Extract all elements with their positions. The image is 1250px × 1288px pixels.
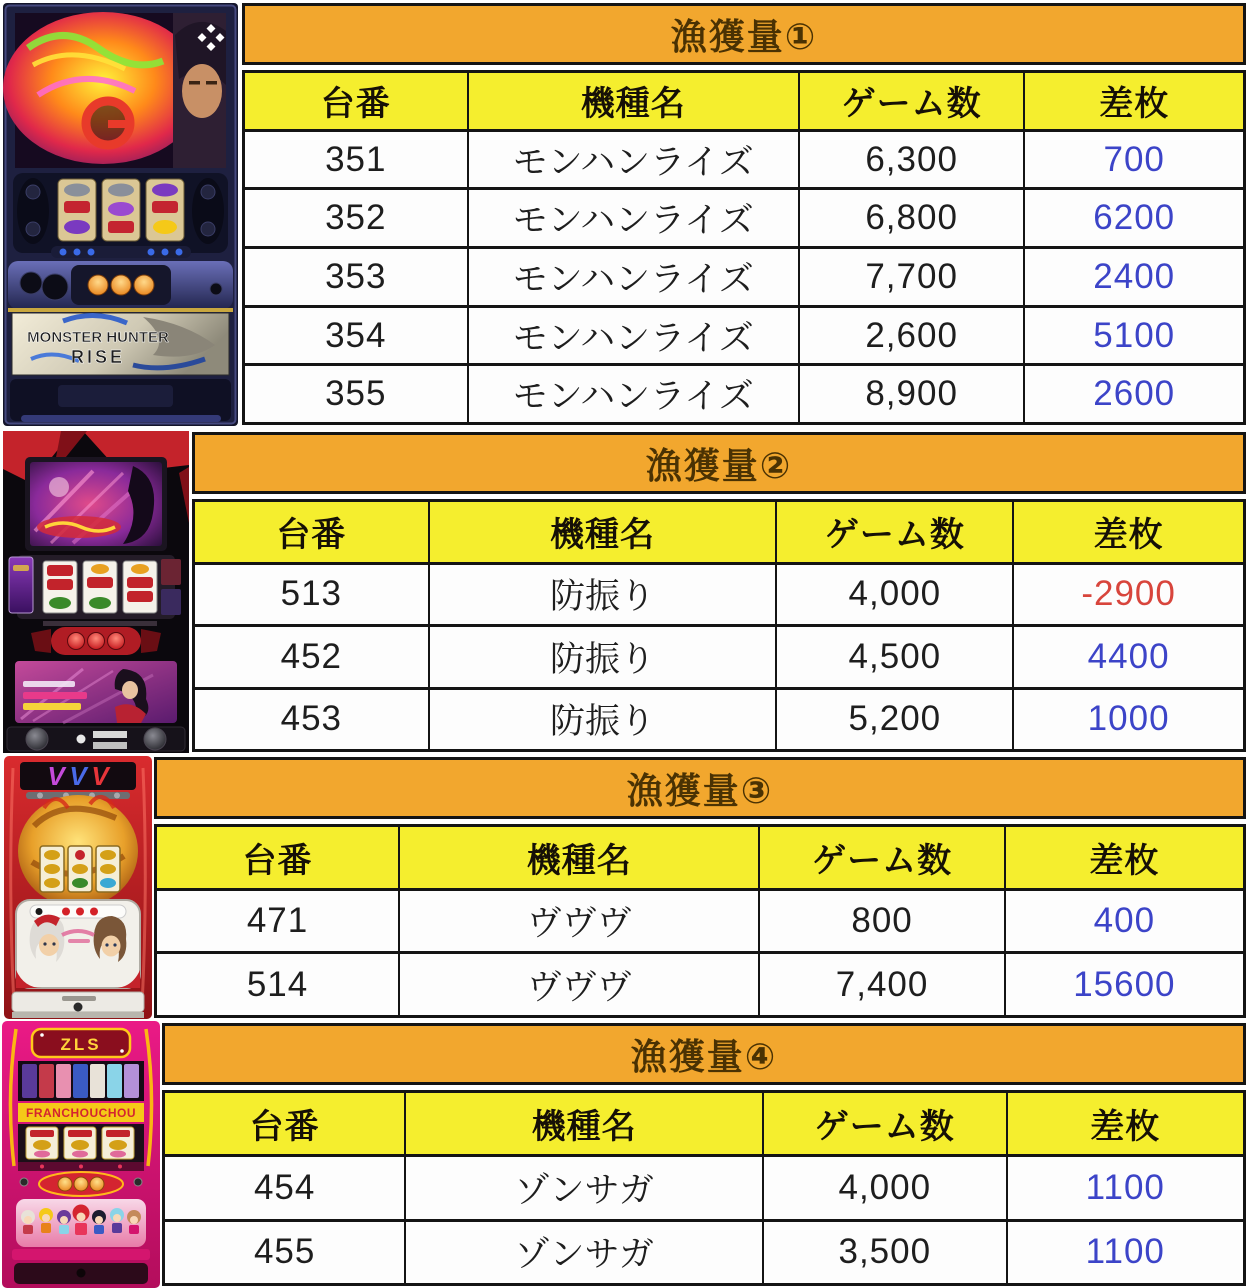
col-header-samai: 差枚 (1023, 73, 1243, 129)
cell-kishumei: 防振り (428, 627, 776, 687)
col-header-daiban: 台番 (165, 1093, 404, 1154)
cell-gamesu: 2,600 (798, 308, 1024, 364)
col-header-gamesu: ゲーム数 (758, 827, 1003, 888)
cell-gamesu: 5,200 (775, 690, 1012, 750)
table-row (195, 562, 1243, 625)
header-row (165, 1093, 1243, 1154)
header-row (195, 502, 1243, 562)
catch-table-3 (154, 757, 1246, 1018)
col-header-gamesu: ゲーム数 (798, 73, 1024, 129)
cell-gamesu: 800 (758, 891, 1003, 952)
slot-machine-artwork-zombielandsaga (2, 1021, 160, 1288)
cell-kishumei: ヴヴヴ (398, 954, 758, 1015)
cell-samai: 1100 (1006, 1157, 1243, 1218)
catch-table-1 (242, 3, 1246, 425)
cell-samai: 400 (1004, 891, 1243, 952)
cell-gamesu: 7,700 (798, 249, 1024, 305)
cell-daiban: 352 (325, 198, 387, 238)
col-header-gamesu: ゲーム数 (762, 1093, 1005, 1154)
mhr-logo-line2: RISE (70, 347, 126, 367)
col-header-samai: 差枚 (1004, 827, 1243, 888)
reels (26, 1127, 134, 1159)
vvv-letter-2: V (69, 761, 87, 791)
reels (43, 561, 157, 613)
col-header-kishumei: 機種名 (398, 827, 758, 888)
col-header-kishumei: 機種名 (404, 1093, 762, 1154)
slot-machine-artwork-monhan (3, 3, 238, 426)
col-header-samai: 差枚 (1006, 1093, 1243, 1154)
machine-photo-bofuri (3, 431, 189, 753)
machine-photo-monhan (3, 3, 238, 426)
cell-kishumei: 防振り (428, 565, 776, 625)
table-row (245, 246, 1243, 305)
cell-daiban: 471 (246, 901, 309, 940)
header-row (157, 827, 1243, 888)
cell-samai: 1000 (1012, 690, 1243, 750)
table-grid (162, 1090, 1246, 1286)
cell-daiban: 355 (325, 374, 387, 414)
mhr-logo-line1: MONSTER HUNTER (27, 329, 169, 346)
table-row (165, 1154, 1243, 1218)
col-header-daiban: 台番 (245, 73, 467, 129)
table-row (245, 129, 1243, 188)
cell-daiban: 351 (325, 139, 387, 179)
cell-kishumei: ヴヴヴ (398, 891, 758, 952)
cell-kishumei: モンハンライズ (467, 249, 798, 305)
slot-machine-artwork-bofuri (3, 431, 189, 753)
cell-samai: 5100 (1023, 308, 1243, 364)
cell-kishumei: ゾンサガ (404, 1222, 762, 1283)
cell-kishumei: 防振り (428, 690, 776, 750)
table-title: 漁獲量① (242, 3, 1246, 65)
cell-samai: 4400 (1012, 627, 1243, 687)
table-row (195, 687, 1243, 750)
table-row (245, 187, 1243, 246)
cell-samai: 2400 (1023, 249, 1243, 305)
table-grid (154, 824, 1246, 1018)
cell-samai: 6200 (1023, 190, 1243, 246)
cell-samai: -2900 (1012, 565, 1243, 625)
cell-gamesu: 7,400 (758, 954, 1003, 1015)
reels (40, 846, 120, 892)
cell-kishumei: モンハンライズ (467, 190, 798, 246)
table-grid (242, 70, 1246, 425)
reels (58, 179, 184, 241)
vvv-letter-3: V (91, 761, 109, 791)
cell-gamesu: 4,000 (762, 1157, 1005, 1218)
header-row (245, 73, 1243, 129)
vvv-letter-1: V (47, 761, 65, 791)
col-header-kishumei: 機種名 (467, 73, 798, 129)
machine-photo-valvrave (4, 756, 152, 1019)
table-row (165, 1219, 1243, 1283)
cell-samai: 1100 (1006, 1222, 1243, 1283)
cell-gamesu: 4,000 (775, 565, 1012, 625)
cell-daiban: 455 (253, 1232, 316, 1272)
table-row (245, 305, 1243, 364)
col-header-gamesu: ゲーム数 (775, 502, 1012, 562)
cell-gamesu: 8,900 (798, 366, 1024, 422)
cell-daiban: 353 (325, 256, 387, 296)
cell-daiban: 354 (325, 315, 387, 355)
table-title: 漁獲量④ (162, 1023, 1246, 1085)
col-header-samai: 差枚 (1012, 502, 1243, 562)
cell-gamesu: 6,300 (798, 132, 1024, 188)
table-row (157, 888, 1243, 952)
table-row (245, 363, 1243, 422)
cell-daiban: 453 (280, 699, 343, 739)
table-row (195, 624, 1243, 687)
cell-daiban: 513 (280, 574, 343, 614)
cell-kishumei: モンハンライズ (467, 366, 798, 422)
cell-samai: 700 (1023, 132, 1243, 188)
cell-kishumei: モンハンライズ (467, 132, 798, 188)
cell-gamesu: 6,800 (798, 190, 1024, 246)
col-header-daiban: 台番 (157, 827, 398, 888)
table-row (157, 951, 1243, 1015)
slot-machine-artwork-valvrave (4, 756, 152, 1019)
cell-daiban: 514 (246, 964, 309, 1004)
franchouchou-text: FRANCHOUCHOU (26, 1106, 136, 1120)
col-header-kishumei: 機種名 (428, 502, 776, 562)
cell-samai: 2600 (1023, 366, 1243, 422)
cell-gamesu: 4,500 (775, 627, 1012, 687)
cell-gamesu: 3,500 (762, 1222, 1005, 1283)
catch-table-4 (162, 1023, 1246, 1286)
table-title: 漁獲量③ (154, 757, 1246, 819)
catch-table-2 (192, 432, 1246, 752)
col-header-daiban: 台番 (195, 502, 428, 562)
cell-daiban: 454 (253, 1167, 316, 1207)
cell-samai: 15600 (1004, 954, 1243, 1015)
cell-daiban: 452 (280, 636, 343, 676)
machine-buttons (88, 275, 154, 295)
cell-kishumei: モンハンライズ (467, 308, 798, 364)
table-grid (192, 499, 1246, 752)
cell-kishumei: ゾンサガ (404, 1157, 762, 1218)
machine-photo-zombielandsaga (2, 1021, 160, 1288)
zls-logo-text: ZLS (60, 1035, 102, 1054)
table-title: 漁獲量② (192, 432, 1246, 494)
